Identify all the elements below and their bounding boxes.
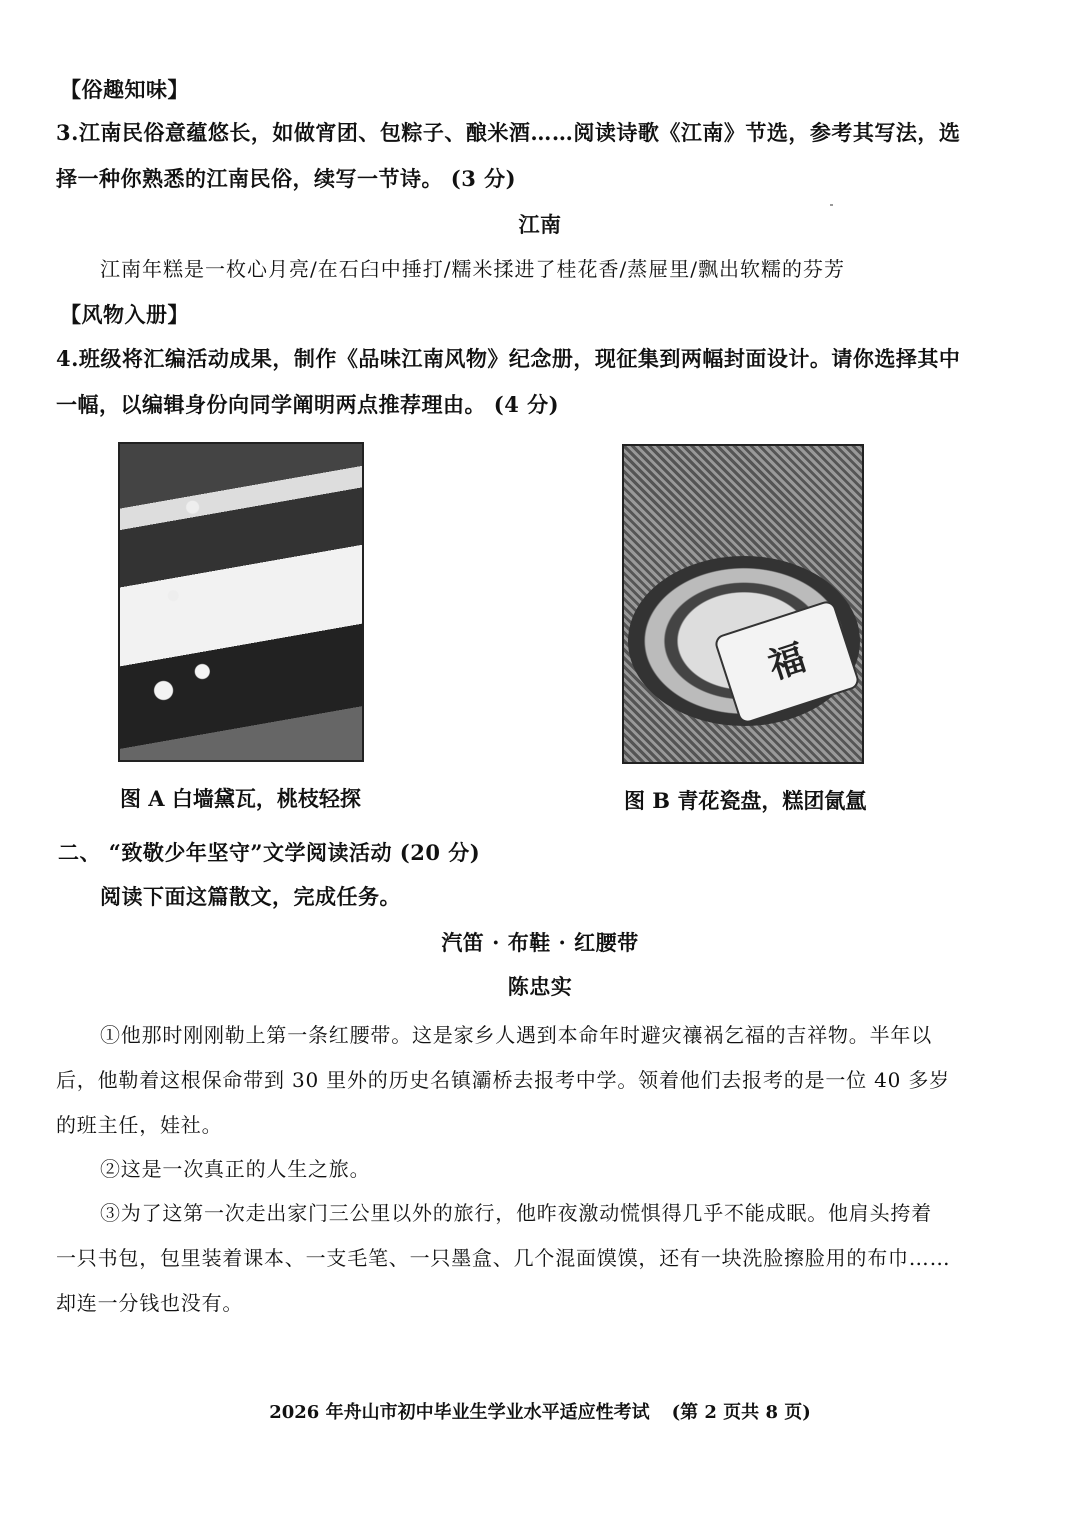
scan-speck [830, 204, 833, 206]
paragraph-2: ②这是一次真正的人生之旅。 [100, 1157, 371, 1181]
footer-page-number: (第 2 页共 8 页) [671, 1402, 811, 1423]
figure-a-image [118, 442, 364, 762]
poem-title: 江南 [518, 212, 562, 237]
question-4-line-1: 4.班级将汇编活动成果，制作《品味江南风物》纪念册，现征集到两幅封面设计。请你选择其中 [56, 346, 961, 371]
rice-cake: 福 [713, 599, 861, 725]
reading-instruction: 阅读下面这篇散文，完成任务。 [100, 884, 401, 909]
article-author: 陈忠实 [507, 974, 573, 999]
figure-a-caption: 图 A 白墙黛瓦，桃枝轻探 [120, 786, 361, 811]
question-4-line-2: 一幅，以编辑身份向同学阐明两点推荐理由。 (4 分) [56, 392, 560, 417]
paragraph-1-line-3: 的班主任，娃社。 [56, 1113, 223, 1137]
paragraph-3-line-2: 一只书包，包里装着课本、一支毛笔、一只墨盒、几个混面馍馍，还有一块洗脸擦脸用的布巾…… [56, 1246, 951, 1270]
question-3-line-2: 择一种你熟悉的江南民俗，续写一节诗。 (3 分) [56, 166, 517, 191]
heading-scenery: 【风物入册】 [60, 302, 189, 327]
heading-custom: 【俗趣知味】 [60, 77, 189, 102]
figure-b-caption: 图 B 青花瓷盘，糕团氤氲 [624, 788, 867, 813]
paragraph-3-line-1: ③为了这第一次走出家门三公里以外的旅行，他昨夜激动慌惧得几乎不能成眠。他肩头挎着 [100, 1201, 932, 1225]
paragraph-3-line-3: 却连一分钱也没有。 [56, 1291, 244, 1315]
paragraph-1-line-2: 后，他勒着这根保命带到 30 里外的历史名镇灞桥去报考中学。领着他们去报考的是一位 40 多岁 [56, 1068, 950, 1092]
question-3-line-1: 3.江南民俗意蕴悠长，如做宵团、包粽子、酿米酒……阅读诗歌《江南》节选，参考其写法，选 [56, 120, 961, 145]
figure-b-image [622, 444, 864, 764]
page-footer [0, 1398, 1080, 1424]
paragraph-1-line-1: ①他那时刚刚勒上第一条红腰带。这是家乡人遇到本命年时避灾禳祸乞福的吉祥物。半年以 [100, 1023, 932, 1047]
article-title: 汽笛 · 布鞋 · 红腰带 [441, 930, 639, 955]
footer-exam-name: 2026 年舟山市初中毕业生学业水平适应性考试 [269, 1402, 650, 1423]
poem-line: 江南年糕是一枚心月亮/在石臼中捶打/糯米揉进了桂花香/蒸屉里/飘出软糯的芬芳 [100, 257, 845, 281]
section-2-heading: 二、 “致敬少年坚守”文学阅读活动 (20 分) [58, 840, 481, 865]
